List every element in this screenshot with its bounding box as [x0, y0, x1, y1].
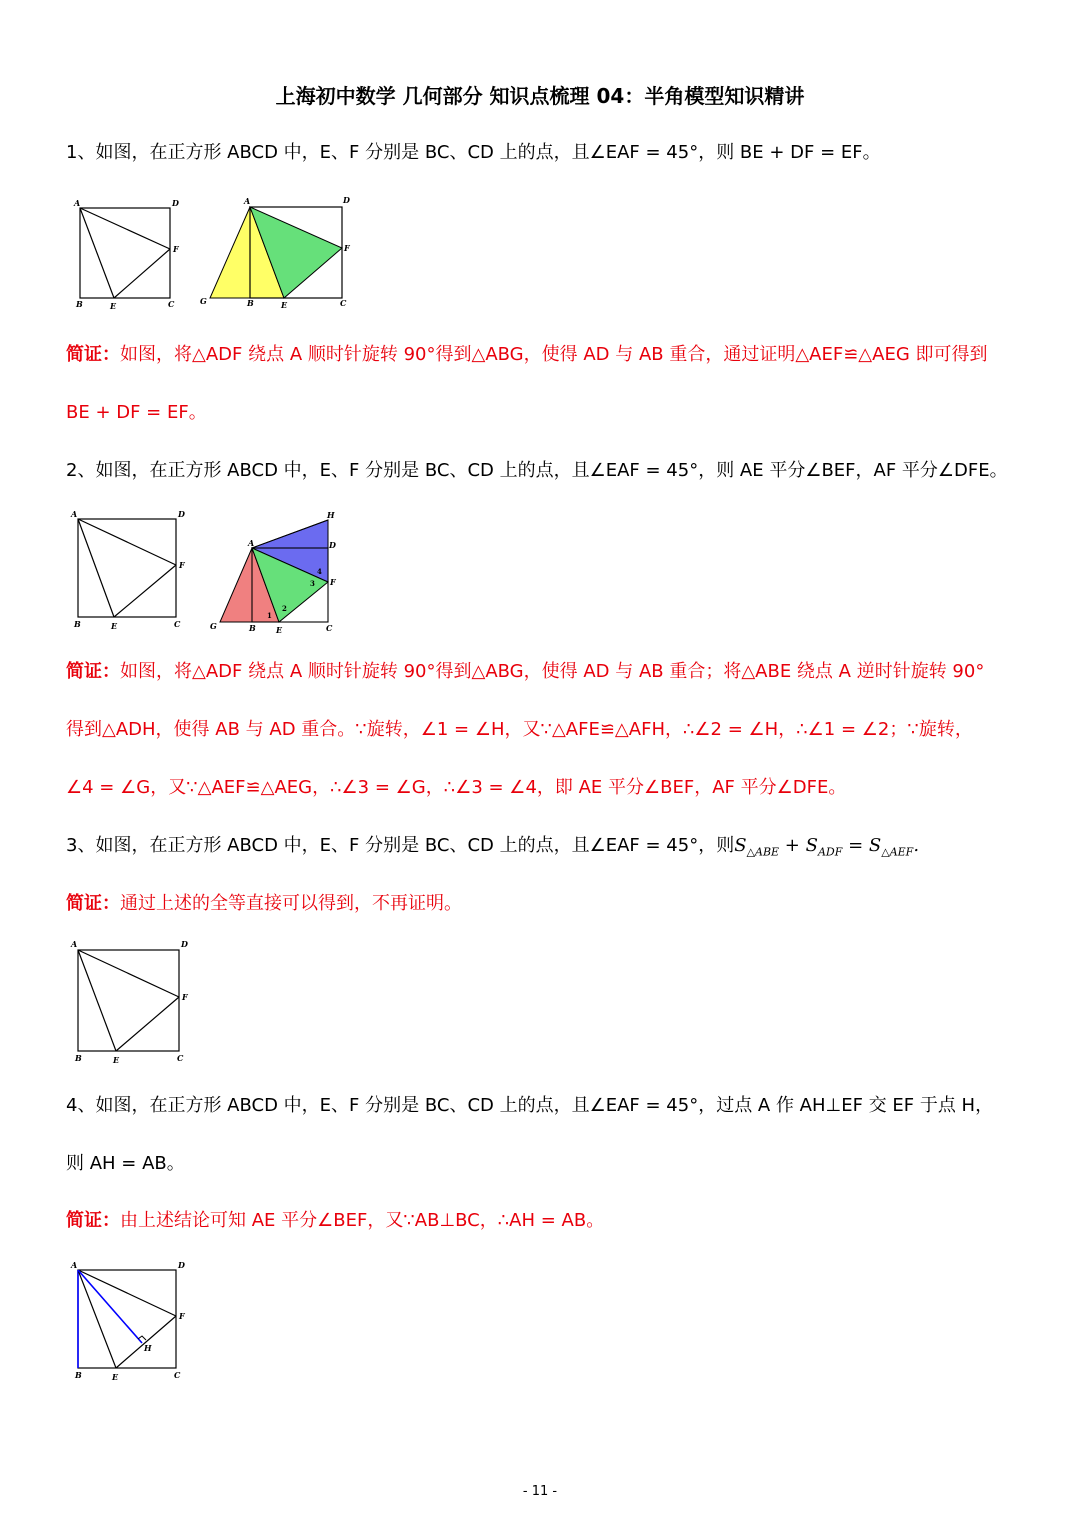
label-d: D — [343, 195, 350, 205]
square-abcd — [78, 950, 179, 1051]
item2-proof-line1: 简证：如图，将△ADF 绕点 A 顺时针旋转 90°得到△ABG，使得 AD 与 AB 重合；将△ABE 绕点 A 逆时针旋转 90° — [66, 661, 985, 682]
label-e: E — [110, 301, 117, 311]
label-d: D — [181, 939, 188, 949]
square-abcd — [80, 208, 170, 298]
item1-proof-line2: BE + DF = EF。 — [66, 402, 207, 423]
item1-figure-square — [70, 195, 190, 315]
area-formula: $S_{\triangle ABE} + S_{ADF} = S_{\triangle AEF}$. — [734, 835, 920, 859]
label-g: G — [200, 296, 207, 306]
proof-label: 简证： — [66, 344, 120, 365]
angle-label-1: 1 — [267, 611, 272, 620]
label-d: D — [178, 509, 185, 519]
proof-label: 简证： — [66, 893, 120, 914]
item3-statement: 3、如图，在正方形 ABCD 中，E、F 分别是 BC、CD 上的点，且∠EAF = 45°，则$S_{\triangle ABE} + S_{ADF} = S_{\triangle AEF}$. — [66, 835, 920, 859]
item3-figure-square — [66, 938, 196, 1068]
label-d: D — [329, 540, 336, 550]
label-g: G — [210, 621, 217, 631]
label-b: B — [75, 1053, 82, 1063]
label-e: E — [281, 300, 288, 310]
square-abcd — [78, 1270, 176, 1368]
triangle-abg — [220, 548, 252, 622]
label-f: F — [179, 560, 185, 570]
item4-statement-line2: 则 AH = AB。 — [66, 1153, 185, 1174]
label-c: C — [340, 298, 347, 308]
square-abcd — [78, 519, 176, 617]
label-c: C — [326, 623, 333, 633]
item4-figure-square — [66, 1258, 196, 1388]
label-a: A — [244, 196, 251, 206]
item2-figure-square — [66, 507, 191, 632]
item3-proof: 简证：通过上述的全等直接可以得到，不再证明。 — [66, 893, 462, 914]
item4-proof: 简证：由上述结论可知 AE 平分∠BEF，又∵AB⊥BC，∴AH = AB。 — [66, 1210, 605, 1231]
label-e: E — [112, 1372, 119, 1382]
item2-proof-line2: 得到△ADH，使得 AB 与 AD 重合。∵旋转，∠1 = ∠H，又∵△AFE≌△AFH，∴∠2 = ∠H，∴∠1 = ∠2；∵旋转， — [66, 719, 973, 740]
label-d: D — [178, 1260, 185, 1270]
label-b: B — [76, 299, 83, 309]
segment-ah-blue — [78, 1270, 142, 1343]
angle-label-3: 3 — [310, 579, 315, 588]
label-h: H — [327, 510, 335, 520]
segment-ef — [114, 565, 176, 617]
label-f: F — [330, 577, 336, 587]
proof-label: 简证： — [66, 1210, 120, 1231]
label-a: A — [71, 1260, 78, 1270]
label-b: B — [249, 623, 256, 633]
segment-ef — [116, 997, 179, 1051]
item4-statement-line1: 4、如图，在正方形 ABCD 中，E、F 分别是 BC、CD 上的点，且∠EAF = 45°，过点 A 作 AH⊥EF 交 EF 于点 H， — [66, 1095, 994, 1116]
item2-statement: 2、如图，在正方形 ABCD 中，E、F 分别是 BC、CD 上的点，且∠EAF = 45°，则 AE 平分∠BEF，AF 平分∠DFE。 — [66, 460, 1008, 481]
label-e: E — [111, 621, 118, 631]
label-e: E — [276, 625, 283, 635]
proof-label: 简证： — [66, 661, 120, 682]
label-h: H — [144, 1343, 152, 1353]
item1-figure-rotated — [196, 192, 366, 317]
segment-ef — [114, 249, 170, 298]
item1-statement: 1、如图，在正方形 ABCD 中，E、F 分别是 BC、CD 上的点，且∠EAF = 45°，则 BE + DF = EF。 — [66, 142, 881, 163]
label-f: F — [179, 1311, 185, 1321]
item2-proof-line3: ∠4 = ∠G，又∵△AEF≌△AEG，∴∠3 = ∠G，∴∠3 = ∠4，即 AE 平分∠BEF，AF 平分∠DFE。 — [66, 777, 847, 798]
label-f: F — [344, 243, 350, 253]
label-a: A — [71, 939, 78, 949]
label-c: C — [168, 299, 175, 309]
label-a: A — [248, 538, 255, 548]
label-a: A — [71, 509, 78, 519]
label-f: F — [173, 244, 179, 254]
angle-label-2: 2 — [282, 604, 287, 613]
label-c: C — [174, 619, 181, 629]
triangle-abg — [210, 207, 250, 298]
page-title: 上海初中数学 几何部分 知识点梳理 04：半角模型知识精讲 — [275, 84, 805, 108]
label-b: B — [74, 619, 81, 629]
item1-proof-line1: 简证：如图，将△ADF 绕点 A 顺时针旋转 90°得到△ABG，使得 AD 与 AB 重合，通过证明△AEF≌△AEG 即可得到 — [66, 344, 988, 365]
label-b: B — [75, 1370, 82, 1380]
label-b: B — [247, 298, 254, 308]
label-e: E — [113, 1055, 120, 1065]
label-a: A — [74, 198, 81, 208]
angle-label-4: 4 — [317, 567, 322, 576]
item2-figure-rotated — [204, 508, 344, 636]
label-c: C — [177, 1053, 184, 1063]
label-c: C — [174, 1370, 181, 1380]
label-d: D — [172, 198, 179, 208]
label-f: F — [182, 992, 188, 1002]
page-number: - 11 - — [522, 1484, 558, 1499]
